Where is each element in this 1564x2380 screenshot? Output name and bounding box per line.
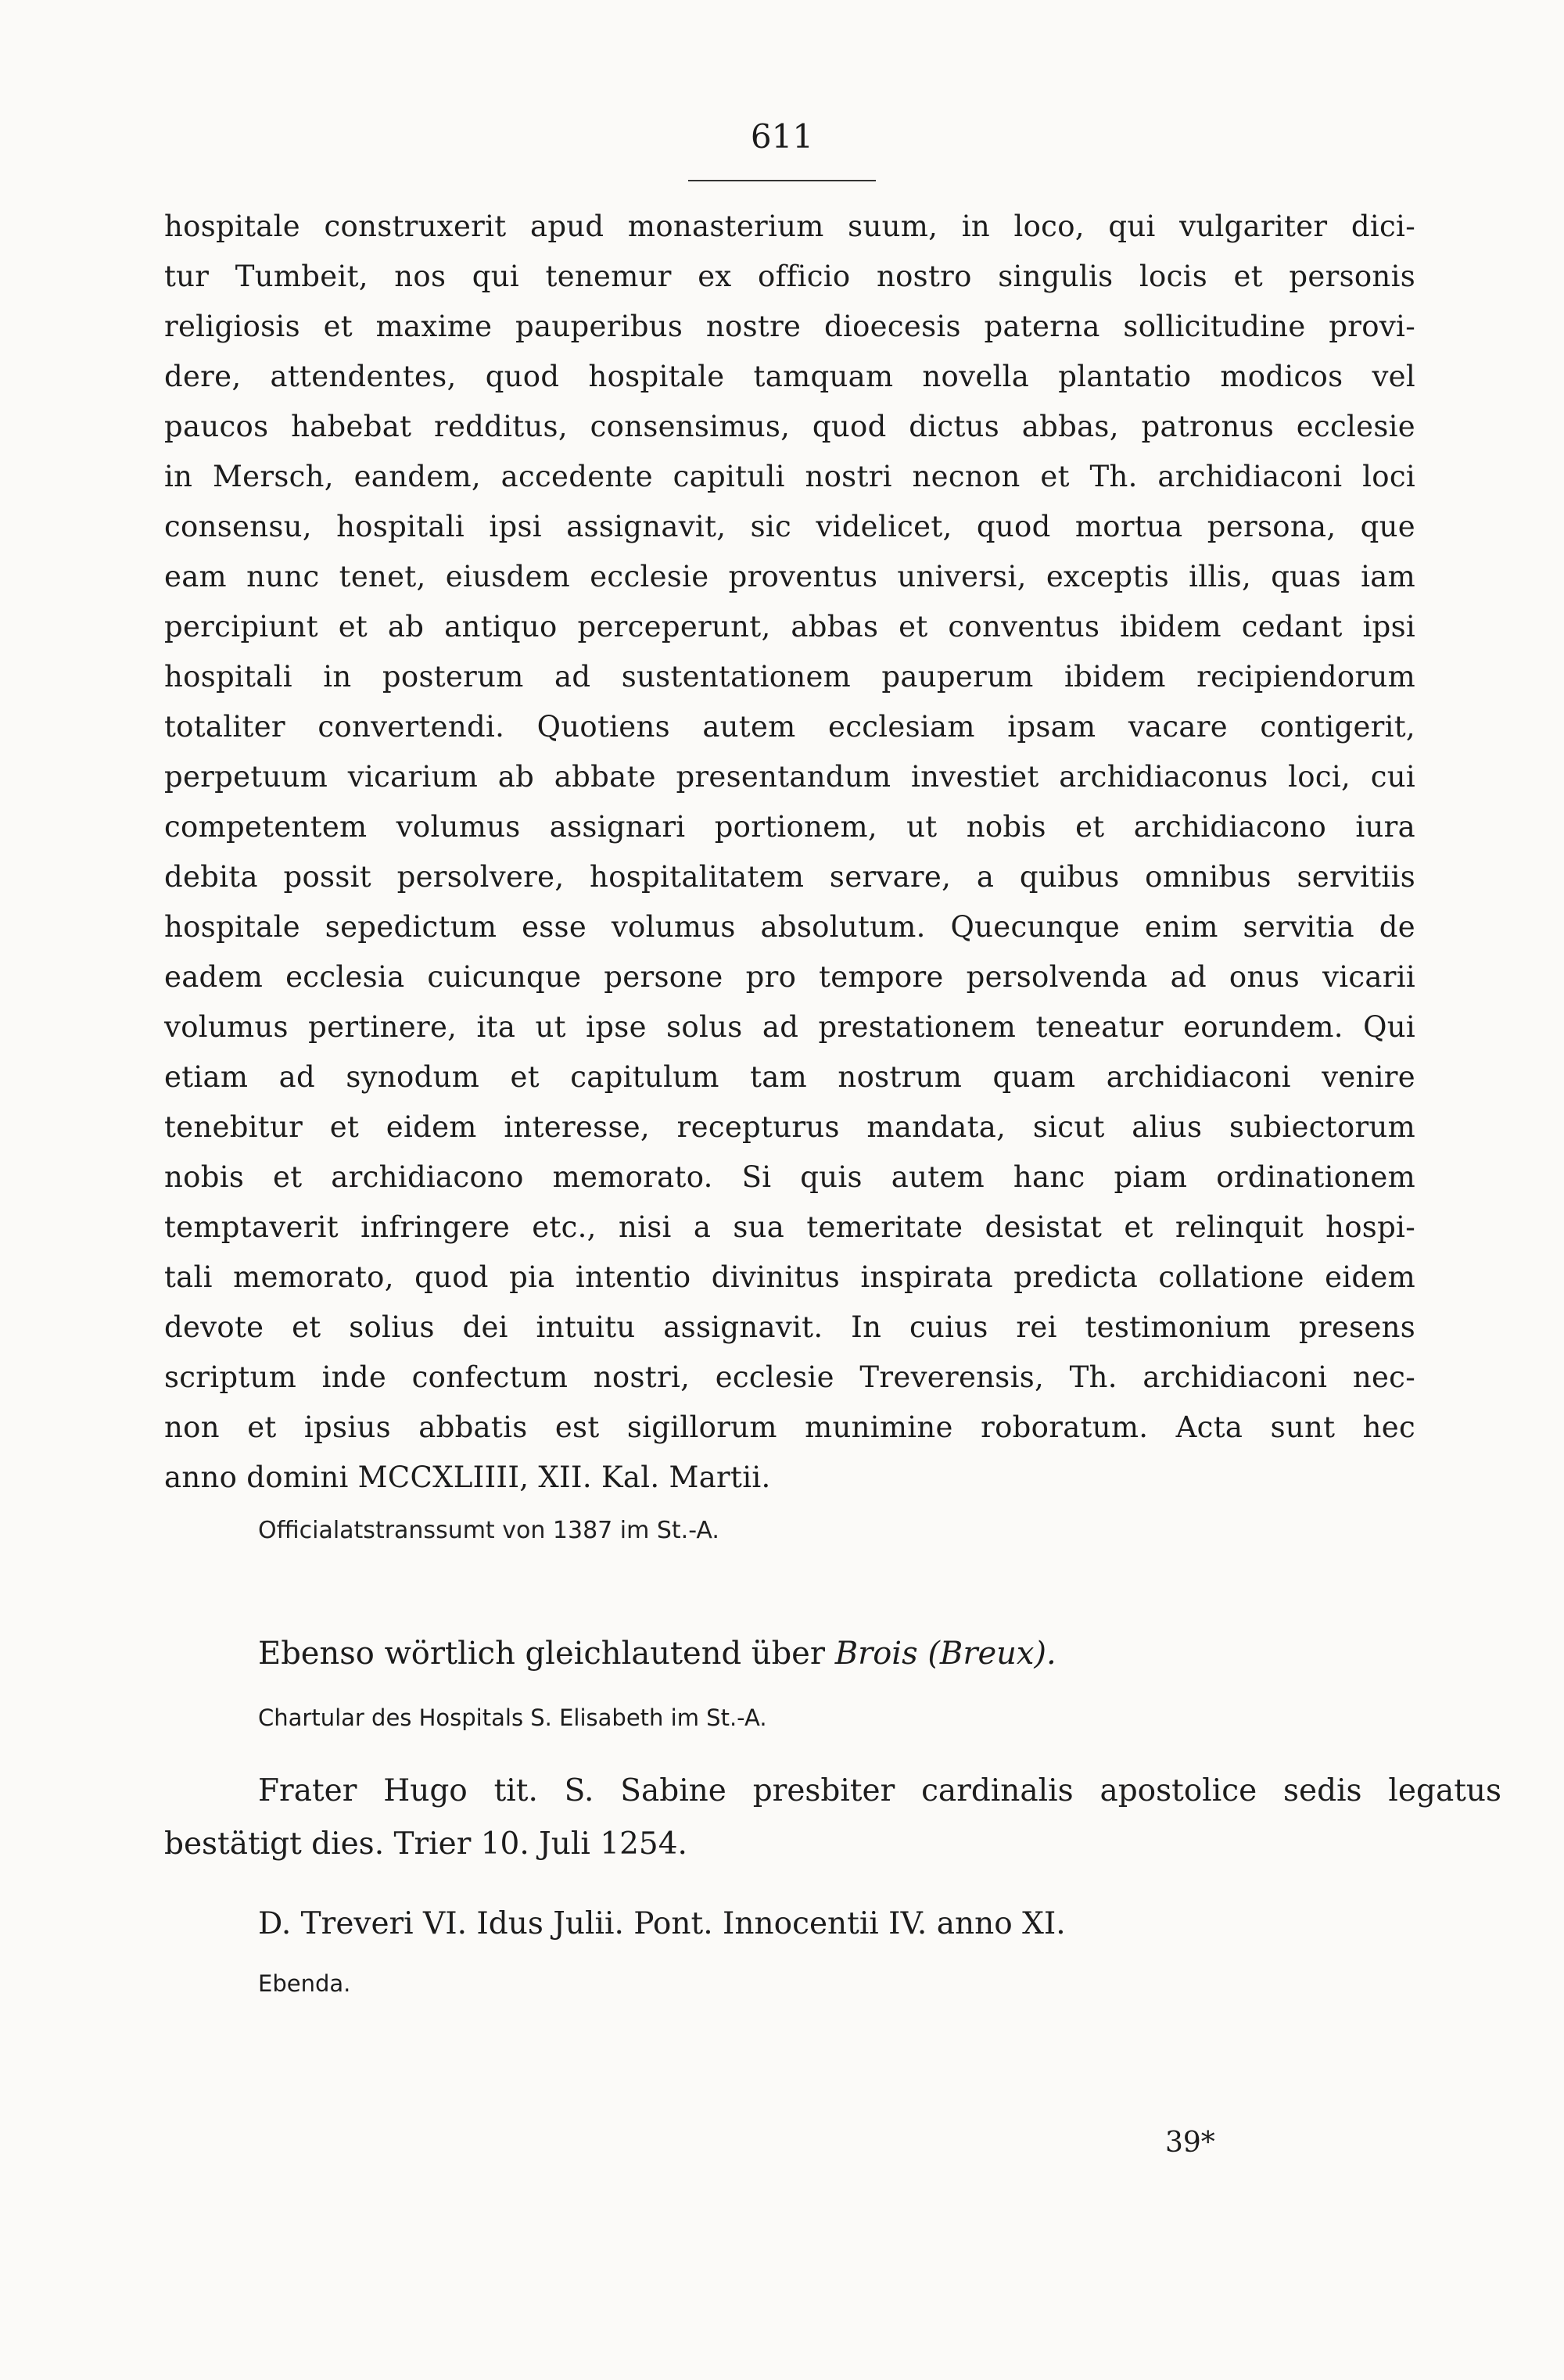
text-line: temptaverit infringere etc., nisi a sua temeritate desistat et relinquit hospi-: [164, 1210, 1415, 1244]
text-line: volumus pertinere, ita ut ipse solus ad prestationem teneatur eorundem. Qui: [164, 1010, 1415, 1044]
text-line: paucos habebat redditus, consensimus, quod dictus abbas, patronus ecclesie: [164, 410, 1415, 443]
text-line: tali memorato, quod pia intentio divinitus inspirata predicta collatione eidem: [164, 1260, 1415, 1294]
frater-line-2: bestätigt dies. Trier 10. Juli 1254.: [164, 1826, 687, 1862]
text-line: consensu, hospitali ipsi assignavit, sic videlicet, quod mortua persona, que: [164, 510, 1415, 543]
signature-mark: 39*: [1165, 2127, 1215, 2159]
cartulary-note: Chartular des Hospitals S. Elisabeth im St.-A.: [258, 1704, 767, 1731]
charter-text: [164, 202, 1415, 1503]
text-line: hospitale sepedictum esse volumus absolutum. Quecunque enim servitia de: [164, 910, 1415, 944]
text-line: hospitale construxerit apud monasterium suum, in loco, qui vulgariter dici-: [164, 210, 1415, 243]
text-line: tur Tumbeit, nos qui tenemur ex officio nostro singulis locis et personis: [164, 260, 1415, 293]
second-heading-prefix: Ebenso wörtlich gleichlautend über: [258, 1636, 825, 1672]
text-line: devote et solius dei intuitu assignavit. In cuius rei testimonium presens: [164, 1310, 1415, 1344]
page-number: 611: [750, 117, 814, 156]
text-line: eadem ecclesia cuicunque persone pro tempore persolvenda ad onus vicarii: [164, 960, 1415, 994]
page-number-rule: [688, 180, 876, 181]
text-line: eam nunc tenet, eiusdem ecclesie proventus universi, exceptis illis, quas iam: [164, 560, 1415, 593]
second-heading: [258, 1636, 1056, 1672]
source-note: Officialatstranssumt von 1387 im St.-A.: [258, 1517, 719, 1544]
text-line: religiosis et maxime pauperibus nostre dioecesis paterna sollicitudine provi-: [164, 310, 1415, 343]
text-line: percipiunt et ab antiquo perceperunt, abbas et conventus ibidem cedant ipsi: [164, 610, 1415, 643]
text-line: competentem volumus assignari portionem, ut nobis et archidiacono iura: [164, 810, 1415, 844]
text-line: perpetuum vicarium ab abbate presentandum investiet archidiaconus loci, cui: [164, 760, 1415, 794]
text-line: etiam ad synodum et capitulum tam nostrum quam archidiaconi venire: [164, 1060, 1415, 1094]
text-line: dere, attendentes, quod hospitale tamquam novella plantatio modicos vel: [164, 360, 1415, 393]
text-line: tenebitur et eidem interesse, recepturus mandata, sicut alius subiectorum: [164, 1110, 1415, 1144]
text-line: non et ipsius abbatis est sigillorum munimine roboratum. Acta sunt hec: [164, 1410, 1415, 1444]
ebenda-note: Ebenda.: [258, 1970, 351, 1997]
text-line: scriptum inde confectum nostri, ecclesie Treverensis, Th. archidiaconi nec-: [164, 1360, 1415, 1394]
frater-line-1: Frater Hugo tit. S. Sabine presbiter cardinalis apostolice sedis legatus: [258, 1773, 1501, 1808]
text-line: in Mersch, eandem, accedente capituli nostri necnon et Th. archidiaconi loci: [164, 460, 1415, 493]
text-line: hospitali in posterum ad sustentationem pauperum ibidem recipiendorum: [164, 660, 1415, 694]
text-line: nobis et archidiacono memorato. Si quis autem hanc piam ordinationem: [164, 1160, 1415, 1194]
text-line: totaliter convertendi. Quotiens autem ecclesiam ipsam vacare contigerit,: [164, 710, 1415, 744]
date-line: D. Treveri VI. Idus Julii. Pont. Innocentii IV. anno XI.: [258, 1906, 1066, 1941]
text-line: anno domini MCCXLIIII, XII. Kal. Martii.: [164, 1461, 771, 1494]
second-heading-place: Brois (Breux).: [834, 1636, 1056, 1672]
text-line: debita possit persolvere, hospitalitatem servare, a quibus omnibus servitiis: [164, 860, 1415, 894]
